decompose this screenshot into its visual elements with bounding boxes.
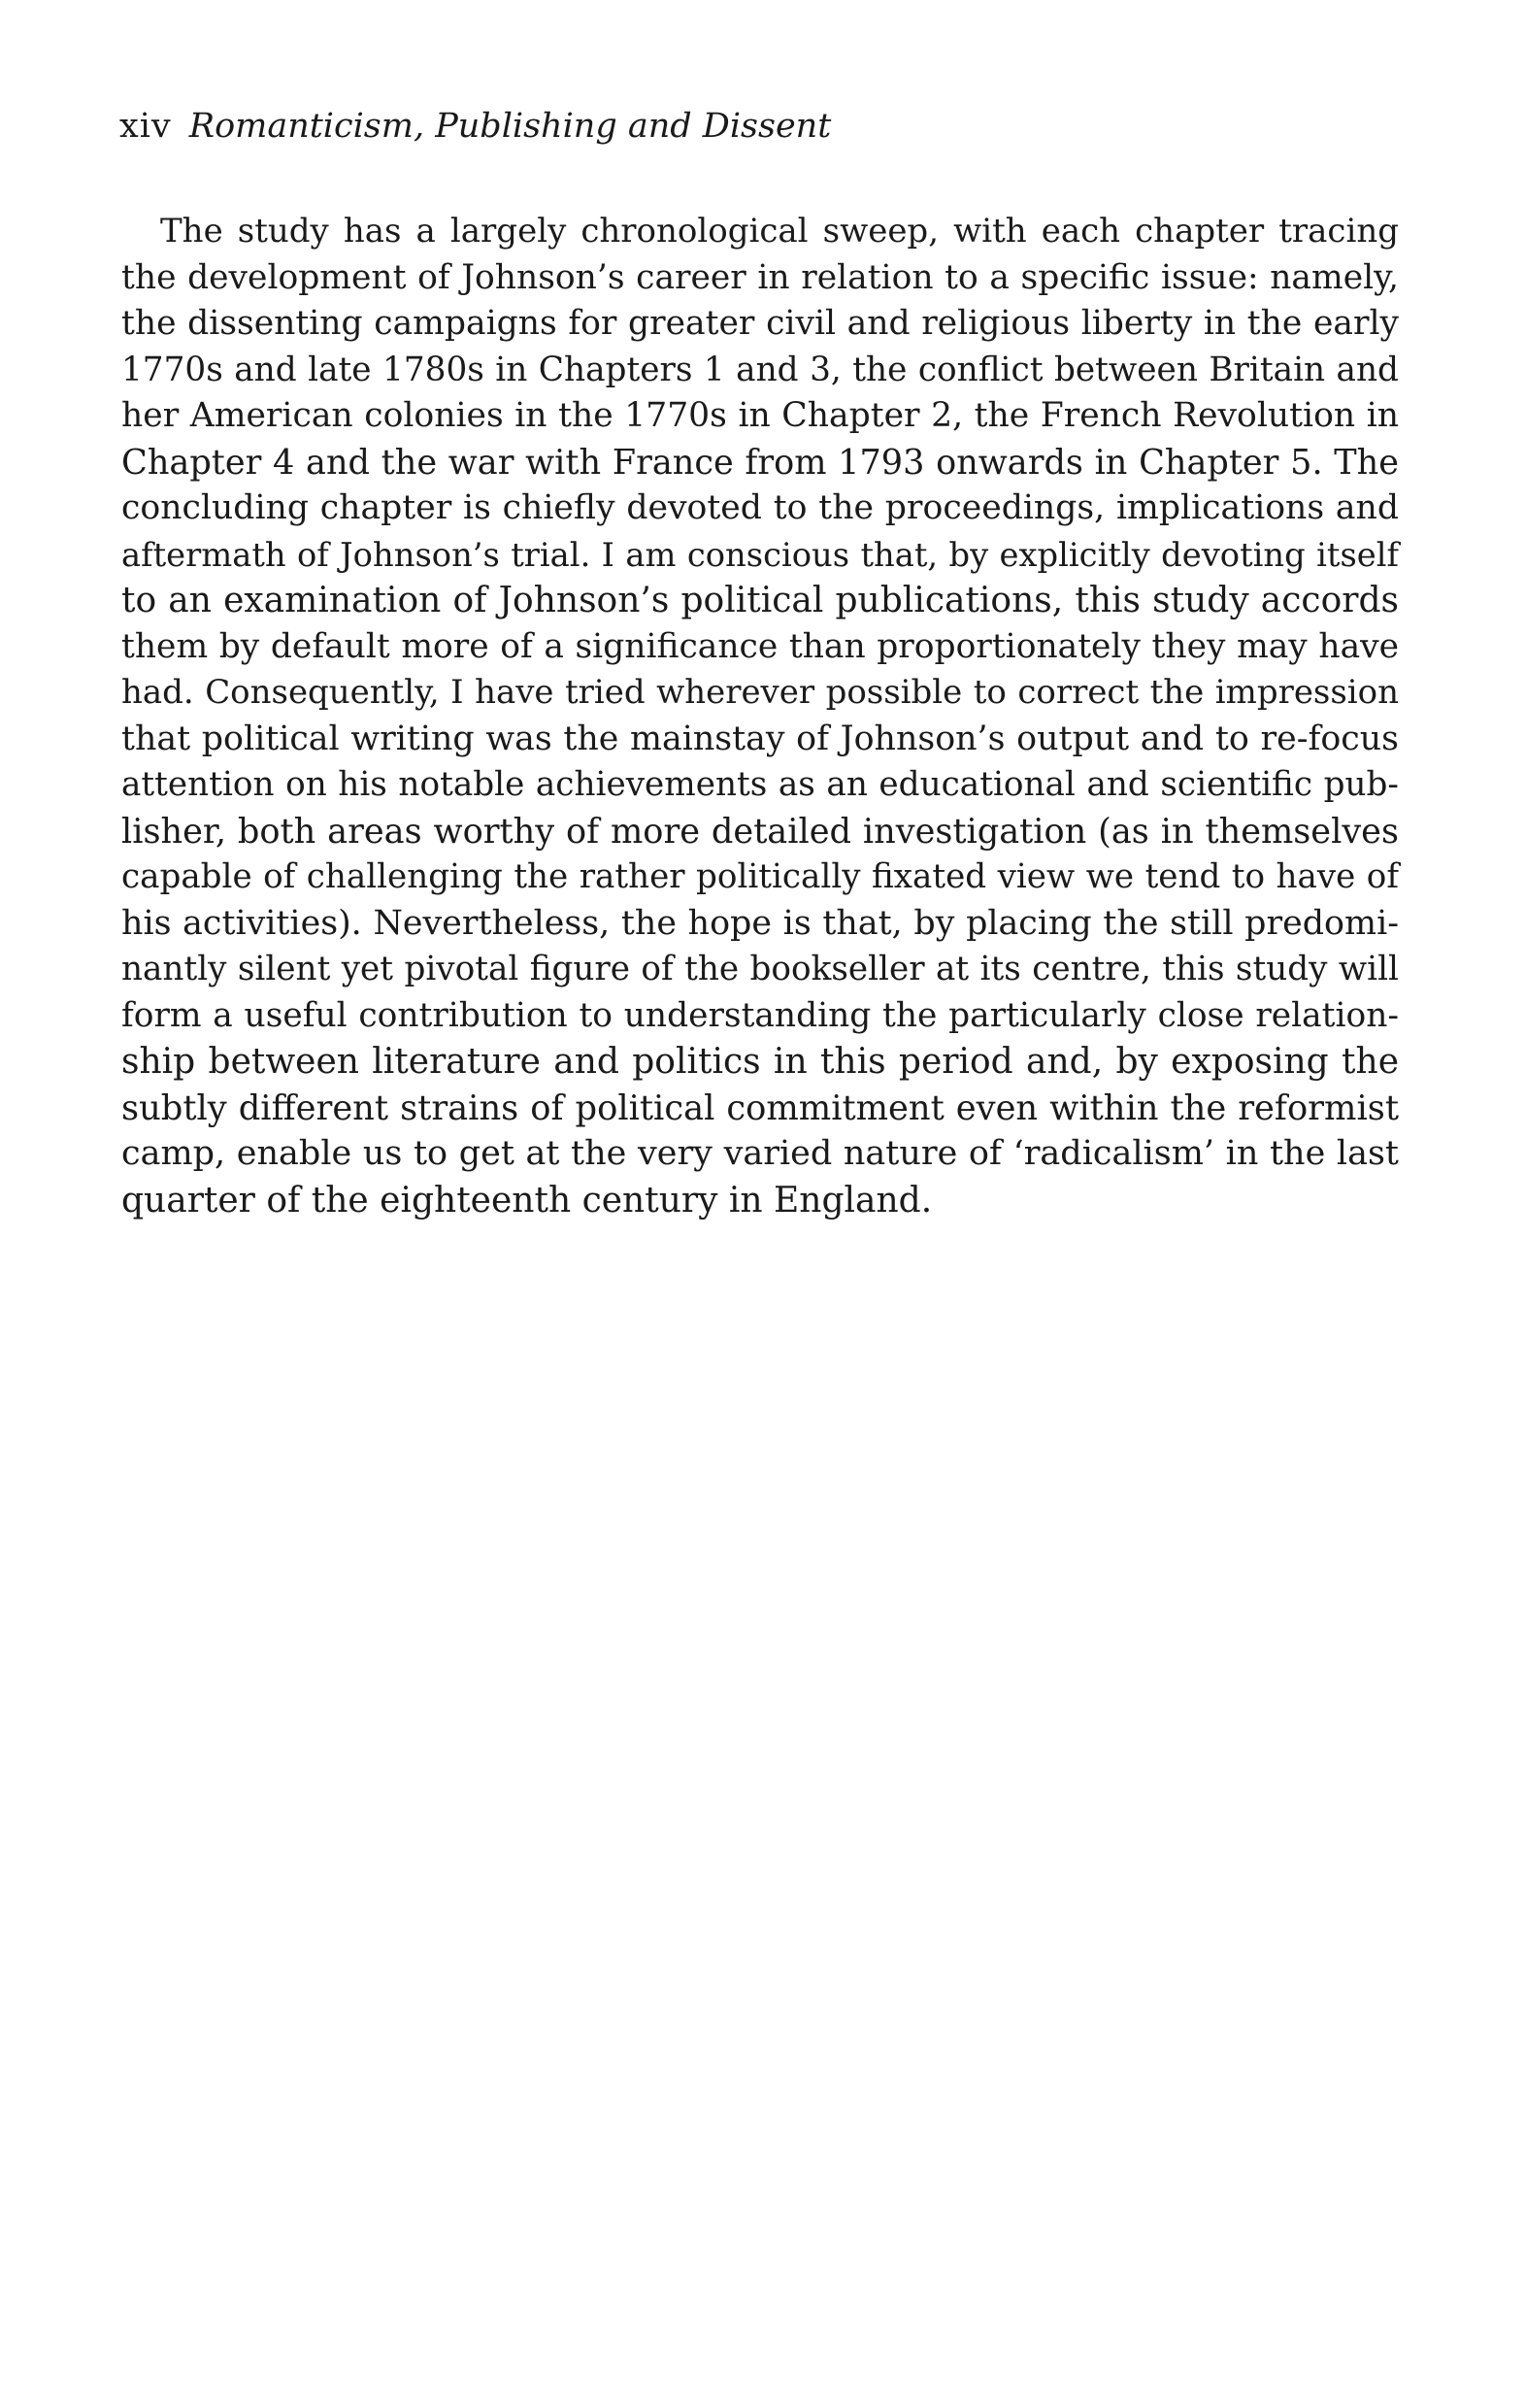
book-title: Romanticism, Publishing and Dissent: [188, 107, 832, 146]
paragraph-line: his activities). Nevertheless, the hope is that, by placing the still predomi-: [121, 903, 1399, 943]
paragraph-line: them by default more of a significance than proportionately they may have: [121, 626, 1399, 666]
paragraph-line: lisher, both areas worthy of more detailed investigation (as in themselves: [121, 811, 1399, 852]
paragraph-line: had. Consequently, I have tried wherever possible to correct the impression: [121, 673, 1399, 712]
paragraph-line: subtly different strains of political commitment even within the reformist: [121, 1087, 1399, 1128]
running-head: [119, 105, 831, 148]
paragraph-line: quarter of the eighteenth century in England.: [121, 1180, 933, 1221]
body-paragraph: [121, 209, 1399, 1223]
paragraph-line: Chapter 4 and the war with France from 1793 onwards in Chapter 5. The: [121, 442, 1399, 483]
paragraph-line: the dissenting campaigns for greater civil and religious liberty in the early: [121, 304, 1399, 343]
paragraph-line: that political writing was the mainstay of Johnson’s output and to re-focus: [121, 719, 1399, 758]
paragraph-line: nantly silent yet pivotal figure of the bookseller at its centre, this study will: [121, 950, 1399, 988]
page-number: xiv: [119, 107, 172, 146]
paragraph-line: 1770s and late 1780s in Chapters 1 and 3, the conflict between Britain and: [121, 350, 1399, 389]
paragraph-line: concluding chapter is chiefly devoted to the proceedings, implications and: [121, 488, 1399, 527]
paragraph-line: The study has a largely chronological sweep, with each chapter tracing: [160, 212, 1399, 251]
paragraph-line: to an examination of Johnson’s political publications, this study accords: [121, 581, 1399, 620]
paragraph-line: aftermath of Johnson’s trial. I am conscious that, by explicitly devoting itself: [121, 535, 1399, 574]
paragraph-line: capable of challenging the rather politically fixated view we tend to have of: [121, 857, 1399, 896]
paragraph-line: form a useful contribution to understanding the particularly close relation-: [121, 995, 1399, 1035]
paragraph-line: her American colonies in the 1770s in Chapter 2, the French Revolution in: [121, 396, 1399, 435]
paragraph-line: attention on his notable achievements as an educational and scientific pub-: [121, 765, 1399, 804]
paragraph-line: ship between literature and politics in this period and, by exposing the: [121, 1042, 1399, 1082]
paragraph-line: the development of Johnson’s career in relation to a specific issue: namely,: [121, 257, 1399, 297]
paragraph-line: camp, enable us to get at the very varied nature of ‘radicalism’ in the last: [121, 1134, 1399, 1173]
